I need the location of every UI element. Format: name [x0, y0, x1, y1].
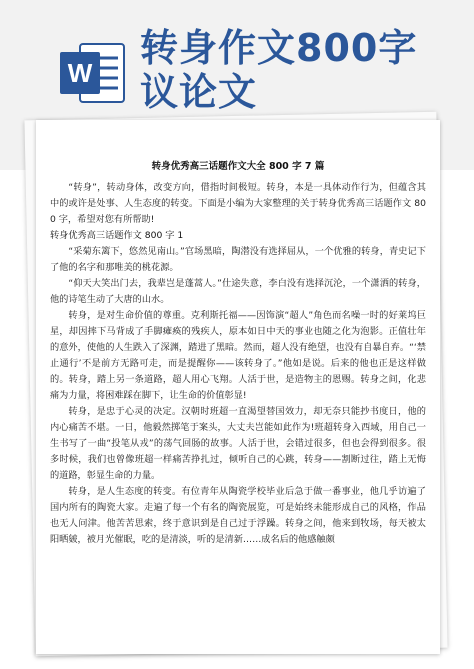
body-paragraph: 转身，是人生态度的转变。有位青年从陶瓷学校毕业后急于做一番事业，他几乎访遍了国内所有的陶瓷大家。走遍了每一个有名的陶瓷展览，可是始终未能形成自己的风格，作品也无人问津。他苦苦思索，终于意识到是自己过于浮躁。转身之间，他来到牧场，每天被太阳晒皴，被月光催眠，吃的是清淡，听的是清新……成名后的他感触颇	[50, 486, 426, 545]
document-title: 转身优秀高三话题作文大全 800 字 7 篇	[151, 161, 325, 172]
hero-title	[140, 26, 460, 114]
document-content	[50, 158, 426, 548]
body-paragraph: “采菊东篱下，悠然见南山。”官场黑暗，陶潜没有选择屈从，一个优雅的转身，青史记下了他的名字和那唯美的桃花源。	[50, 246, 426, 273]
word-icon-letter: W	[67, 58, 93, 88]
body-paragraph: “仰天大笑出门去，我辈岂是蓬蒿人。”仕途失意，李白没有选择沉沦，一个潇洒的转身，他的诗笔生动了大唐的山水。	[50, 278, 426, 305]
body-paragraph: 转身，是对生命价值的尊重。克利斯托福——因饰演“超人”角色而名噪一时的好莱坞巨星，却因摔下马背成了手脚瘫痪的残疾人，原本如日中天的事业也随之化为泡影。正值壮年的意外，使他的人生跌入了深渊，踏进了黑暗。然而，超人没有绝望，也没有自暴自弃。“‘禁止通行’不是前方无路可走，而是提醒你——该转身了。”他如是说。后来的他也正是这样做的。转身，踏上另一条道路，超人用心飞翔。人活于世，是造物主的恩赐。转身之间，化悲痛为力量，将困难踩在脚下，让生命的价值彰显!	[50, 310, 426, 401]
section-subtitle: 转身优秀高三话题作文 800 字 1	[50, 230, 184, 241]
hero-title-line-2: 议论文	[140, 70, 258, 114]
intro-paragraph: “转身”，转动身体，改变方向，借指时间极短。转身，本是一具体动作行为，但蕴含其中的或许是处事、人生态度的转变。下面是小编为大家整理的关于转身优秀高三话题作文 800 字，希望对您有所帮助!	[50, 182, 426, 225]
hero-title-line-1: 转身作文800字	[140, 26, 418, 70]
body-paragraph: 转身，是忠于心灵的决定。汉朝时班超一直渴望替国效力，却无奈只能抄书度日，他的内心痛苦不堪。一日，他毅然掷笔于案头，大丈夫岂能如此作为!班超转身入西域，用自己一生书写了一曲“投笔从戎”的荡气回肠的故事。人活于世，会错过很多，但也会得到很多。很多时候，我们也曾像班超一样痛苦挣扎过，倾听自己的心跳，转身——割断过往，踏上无悔的道路，彰显生命的力量。	[50, 406, 426, 481]
word-icon	[58, 38, 128, 108]
